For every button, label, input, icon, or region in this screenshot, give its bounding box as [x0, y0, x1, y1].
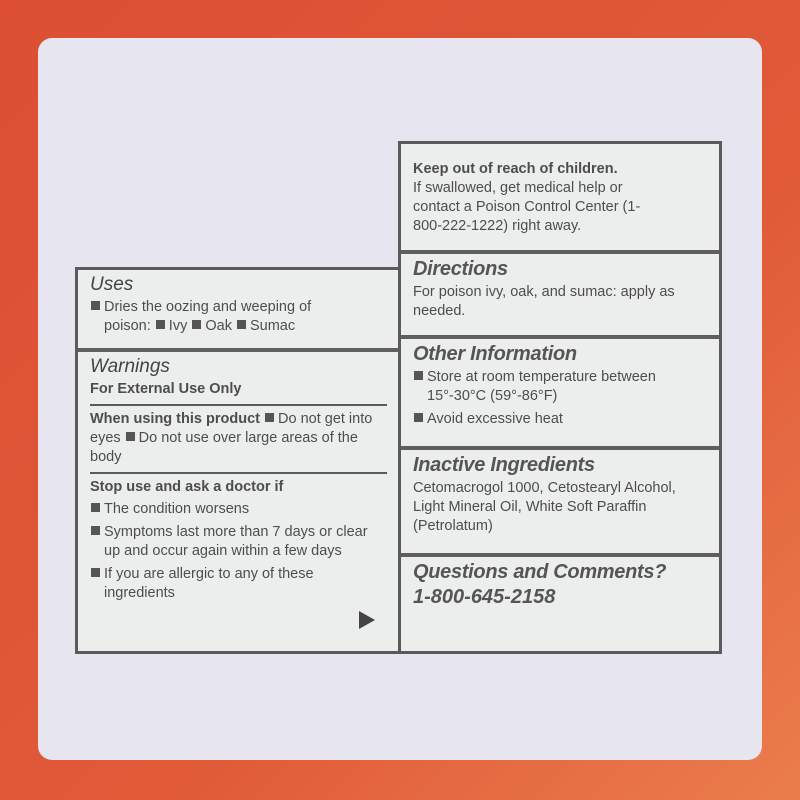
warning-item: Do not use over large areas of the body — [90, 430, 358, 465]
continue-arrow-icon — [359, 611, 375, 629]
uses-item: Ivy — [168, 318, 188, 334]
directions-section — [401, 250, 719, 335]
stop-use-item — [90, 565, 387, 603]
drug-facts-right-column — [398, 141, 722, 654]
bullet-icon — [126, 432, 135, 441]
other-info-text: Avoid excessive heat — [427, 411, 563, 427]
inactive-ingredients-section — [401, 446, 719, 553]
warnings-heading: Warnings — [90, 356, 170, 377]
when-using-label: When using this product — [90, 411, 260, 427]
uses-heading: Uses — [90, 274, 134, 295]
directions-heading: Directions — [413, 258, 508, 280]
other-info-text: Store at room temperature between 15°-30°C (59°-86°F) — [427, 369, 656, 404]
bullet-icon — [91, 503, 100, 512]
other-info-item — [413, 368, 707, 406]
stop-use-text: If you are allergic to any of these ingredients — [104, 566, 314, 601]
divider — [90, 472, 387, 474]
inactive-ingredients-heading: Inactive Ingredients — [413, 454, 595, 476]
bullet-icon — [414, 413, 423, 422]
questions-heading: Questions and Comments? — [413, 561, 667, 583]
keep-out-heading: Keep out of reach of children. — [413, 161, 618, 177]
stop-use-text: Symptoms last more than 7 days or clear up and occur again within a few days — [104, 524, 368, 559]
inactive-ingredients-text: Cetomacrogol 1000, Cetostearyl Alcohol, Light Mineral Oil, White Soft Paraffin (Petrolatum) — [413, 480, 676, 534]
bullet-icon — [91, 526, 100, 535]
divider — [90, 404, 387, 406]
other-info-heading: Other Information — [413, 343, 577, 365]
stop-use-label: Stop use and ask a doctor if — [90, 479, 284, 495]
bullet-icon — [237, 320, 246, 329]
warnings-section — [78, 348, 399, 651]
uses-item: Sumac — [249, 318, 296, 334]
other-info-item — [413, 410, 707, 429]
questions-phone: 1-800-645-2158 — [413, 586, 556, 608]
uses-line: Dries the oozing and weeping of — [104, 299, 312, 315]
other-info-section — [401, 335, 719, 446]
keep-out-section — [401, 144, 719, 250]
uses-prefix: poison: — [104, 318, 151, 334]
bullet-icon — [91, 568, 100, 577]
questions-section — [401, 553, 719, 651]
uses-section — [78, 270, 399, 348]
external-use-text: For External Use Only — [90, 381, 242, 397]
uses-text — [90, 298, 387, 336]
when-using-text — [90, 410, 387, 467]
stop-use-text: The condition worsens — [104, 501, 250, 517]
directions-text: For poison ivy, oak, and sumac: apply as needed. — [413, 284, 675, 319]
bullet-icon — [91, 301, 100, 310]
stop-use-item — [90, 500, 387, 519]
drug-facts-left-column — [75, 267, 402, 654]
warning-item: Do not get into eyes — [90, 411, 373, 446]
uses-item: Oak — [205, 318, 232, 334]
bullet-icon — [192, 320, 201, 329]
bullet-icon — [265, 413, 274, 422]
keep-out-text: If swallowed, get medical help or contact a Poison Control Center (1-800-222-1222) right away. — [413, 180, 641, 234]
stop-use-item — [90, 523, 387, 561]
bullet-icon — [156, 320, 165, 329]
bullet-icon — [414, 371, 423, 380]
